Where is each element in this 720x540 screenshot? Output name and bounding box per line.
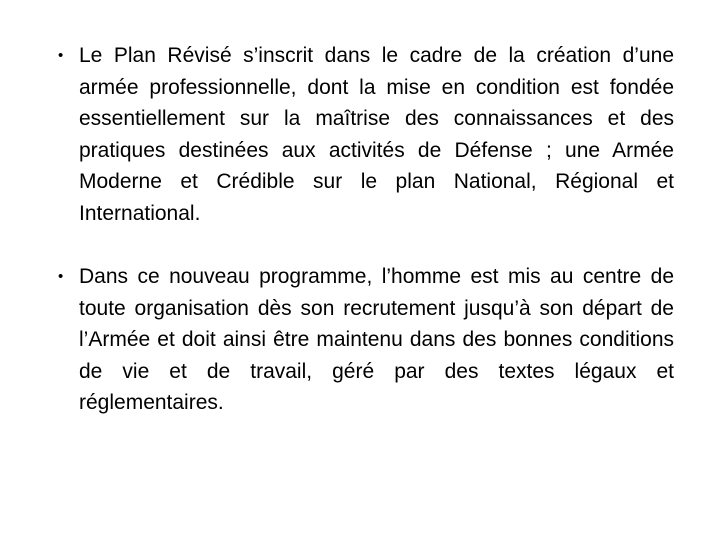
bullet-list	[58, 40, 674, 419]
bullet-item-plan-revise	[58, 40, 674, 229]
bullet-icon: •	[58, 268, 64, 285]
bullet-text-plan-revise: Le Plan Révisé s’inscrit dans le cadre de la création d’une armée professionnelle, dont la mise en condition est fondée essentiellement sur la maîtrise des connaissances et des pratiques destinées aux activités de Défense ; une Armée Moderne et Crédible sur le plan National, Régional et International.	[79, 44, 674, 225]
bullet-icon: •	[58, 47, 64, 64]
bullet-item-nouveau-programme	[58, 261, 674, 419]
bullet-text-nouveau-programme: Dans ce nouveau programme, l’homme est mis au centre de toute organisation dès son recrutement jusqu’à son départ de l’Armée et doit ainsi être maintenu dans des bonnes conditions de vie et de travail, géré par des textes légaux et réglementaires.	[79, 265, 674, 414]
